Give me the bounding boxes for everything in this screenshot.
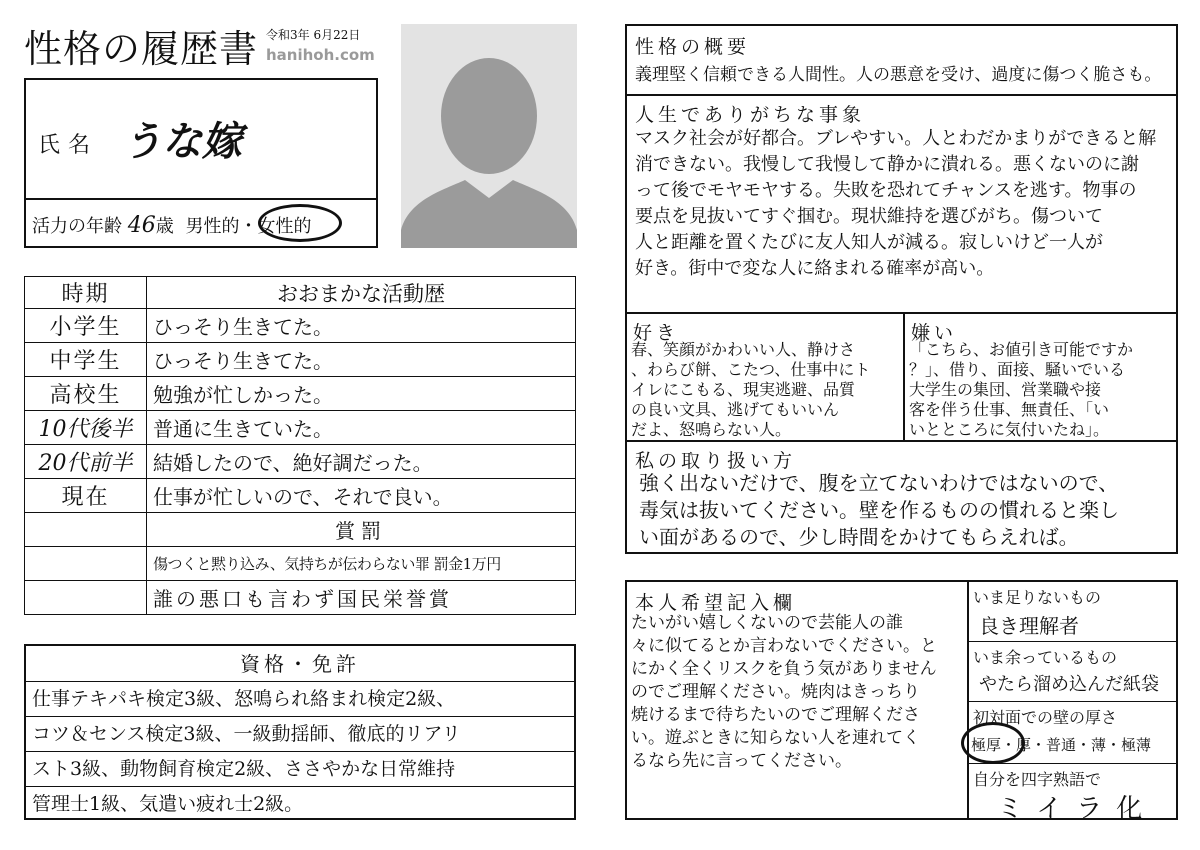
- name-box: [24, 78, 378, 248]
- activity-cell: ひっそり生きてた。: [147, 309, 576, 343]
- person-silhouette-icon: [401, 24, 577, 248]
- events-section: [627, 96, 1176, 314]
- table-row: [25, 479, 576, 513]
- idiom-cell: [969, 764, 1178, 824]
- history-table: [24, 276, 576, 615]
- page-title: 性格の履歴書: [24, 27, 259, 71]
- wishes-line: るなら先に言ってください。: [631, 751, 852, 771]
- gender-selection-circle: [258, 204, 342, 242]
- events-line: って後でモヤモヤする。失敗を恐れてチャンスを逃す。物事の: [635, 180, 1137, 201]
- table-row: [25, 309, 576, 343]
- vitality-age: 46: [127, 213, 156, 238]
- site-watermark: hanihoh.com: [266, 46, 375, 64]
- wishes-line: 焼けるまで待ちたいのでご理解くださ: [631, 705, 920, 725]
- events-line: マスク社会が好都合。ブレやすい。人とわだかまりができると解: [635, 128, 1157, 149]
- personality-box: [625, 24, 1178, 554]
- award-cell: 誰の悪口も言わず国民栄誉賞: [147, 581, 576, 615]
- wishes-line: にかく全くリスクを負う気がありません: [631, 659, 937, 679]
- likes-line: だよ、怒鳴らない人。: [631, 420, 792, 439]
- excess-value: やたら溜め込んだ紙袋: [979, 674, 1159, 695]
- gender-options: 男性的・女性的: [185, 216, 312, 237]
- events-label: 人生でありがちな事象: [635, 104, 866, 126]
- period-cell: 中学生: [25, 343, 147, 377]
- table-row: [25, 411, 576, 445]
- excess-cell: [969, 642, 1178, 702]
- dislikes-line: ？」、借り、面接、騒いでいる: [909, 360, 1126, 379]
- summary-section: [627, 26, 1176, 96]
- table-row: [25, 377, 576, 411]
- award-row: [25, 581, 576, 615]
- period-cell: 10代後半: [25, 411, 147, 445]
- vitality-unit: 歳: [155, 216, 174, 237]
- wishes-line: い。遊ぶときに知らない人を連れてく: [631, 728, 920, 748]
- handling-line: い面があるので、少し時間をかけてもらえれば。: [639, 525, 1079, 549]
- events-line: 要点を見抜いてすぐ掴む。現状維持を選びがち。傷ついて: [635, 206, 1103, 227]
- activity-cell: 普通に生きていた。: [147, 411, 576, 445]
- dislikes-line: 「こちら、お値引き可能ですか: [909, 340, 1134, 359]
- likes-line: 、わらび餅、こたつ、仕事中にト: [631, 360, 871, 379]
- activity-cell: 勉強が忙しかった。: [147, 377, 576, 411]
- license-line: 管理士1級、気遣い疲れ士2級。: [32, 793, 304, 815]
- dislikes-line: 大学生の集団、営業職や接: [909, 380, 1102, 399]
- wishes-label: 本人希望記入欄: [635, 592, 797, 614]
- wishes-line: 々に似てるとか言わないでください。と: [631, 636, 937, 656]
- handling-line: 強く出ないだけで、腹を立てないわけではないので、: [639, 471, 1119, 495]
- events-text: [635, 126, 1175, 282]
- events-line: 消できない。我慢して我慢して静かに潰れる。悪くないのに謝: [635, 154, 1139, 175]
- idiom-label: 自分を四字熟語で: [973, 770, 1102, 789]
- period-cell: 現在: [25, 479, 147, 513]
- dislikes-line: 客を伴う仕事、無責任、「い: [909, 400, 1110, 419]
- wall-options: 極厚・厚・普通・薄・極薄: [971, 736, 1152, 754]
- wishes-text: [631, 612, 937, 773]
- licenses-label: 資格・免許: [26, 646, 574, 682]
- name-value: うな嫁: [122, 118, 242, 165]
- vitality-label: 活力の年齢: [32, 216, 122, 237]
- events-line: 好き。街中で変な人に絡まれる確率が高い。: [635, 258, 995, 279]
- history-header: [25, 277, 576, 309]
- col-activity: おおまかな活動歴: [147, 277, 576, 309]
- likes-line: 春、笑顔がかわいい人、静けさ: [631, 340, 856, 359]
- period-cell: 小学生: [25, 309, 147, 343]
- date: 令和3年 6月22日: [266, 28, 361, 42]
- likes-line: の良い文具、逃げてもいいん: [631, 400, 840, 419]
- lacking-value: 良き理解者: [979, 614, 1079, 638]
- dislikes-text: [909, 340, 1133, 440]
- award-cell: 傷つくと黙り込み、気持ちが伝わらない罪 罰金1万円: [147, 547, 576, 581]
- summary-text: 義理堅く信頼できる人間性。人の悪意を受け、過度に傷つく脆さも。: [635, 65, 1162, 85]
- lacking-cell: [969, 582, 1178, 642]
- period-cell: 高校生: [25, 377, 147, 411]
- excess-label: いま余っているもの: [973, 648, 1118, 667]
- activity-cell: ひっそり生きてた。: [147, 343, 576, 377]
- likes-label: 好き: [633, 322, 680, 344]
- license-line: スト3級、動物飼育検定2級、ささやかな日常維持: [26, 752, 574, 787]
- events-line: 人と距離を置くたびに友人知人が減る。寂しいけど一人が: [635, 232, 1103, 253]
- license-line: コツ＆センス検定3級、一級動揺師、徹底的リアリ: [26, 717, 574, 752]
- wishes-line: たいがい嬉しくないので芸能人の誰: [631, 613, 903, 633]
- activity-cell: 結婚したので、絶好調だった。: [147, 445, 576, 479]
- awards-label: 賞罰: [147, 513, 576, 547]
- dislikes-line: いとところに気付いたね」。: [909, 420, 1110, 439]
- handling-line: 毒気は抜いてください。壁を作るものの慣れると楽し: [639, 498, 1119, 522]
- photo: [401, 24, 577, 248]
- likes-text: [631, 340, 870, 440]
- period-cell: 20代前半: [25, 445, 147, 479]
- awards-header-row: [25, 513, 576, 547]
- idiom-value: ミイラ化: [997, 794, 1157, 824]
- table-row: [25, 343, 576, 377]
- award-row: [25, 547, 576, 581]
- col-period: 時期: [25, 277, 147, 309]
- wall-selection-circle: [961, 722, 1025, 764]
- name-label: 氏名: [38, 133, 99, 158]
- handling-text: [639, 470, 1119, 551]
- licenses-box: [24, 644, 576, 820]
- lacking-label: いま足りないもの: [973, 588, 1102, 607]
- likes-line: イレにこもる、現実逃避、品質: [631, 380, 856, 399]
- activity-cell: 仕事が忙しいので、それで良い。: [147, 479, 576, 513]
- table-row: [25, 445, 576, 479]
- summary-label: 性格の概要: [635, 36, 751, 58]
- handling-label: 私の取り扱い方: [635, 450, 797, 472]
- likes-dislikes-section: [627, 314, 1176, 442]
- license-line: 仕事テキパキ検定3級、怒鳴られ絡まれ検定2級、: [26, 682, 574, 717]
- wall-label: 初対面での壁の厚さ: [973, 708, 1118, 727]
- name-row: [26, 80, 376, 200]
- handling-section: [627, 442, 1176, 552]
- wishes-line: のでご理解ください。焼肉はきっちり: [631, 682, 920, 702]
- wishes-box: [625, 580, 1178, 824]
- dislikes-label: 嫌い: [911, 322, 958, 344]
